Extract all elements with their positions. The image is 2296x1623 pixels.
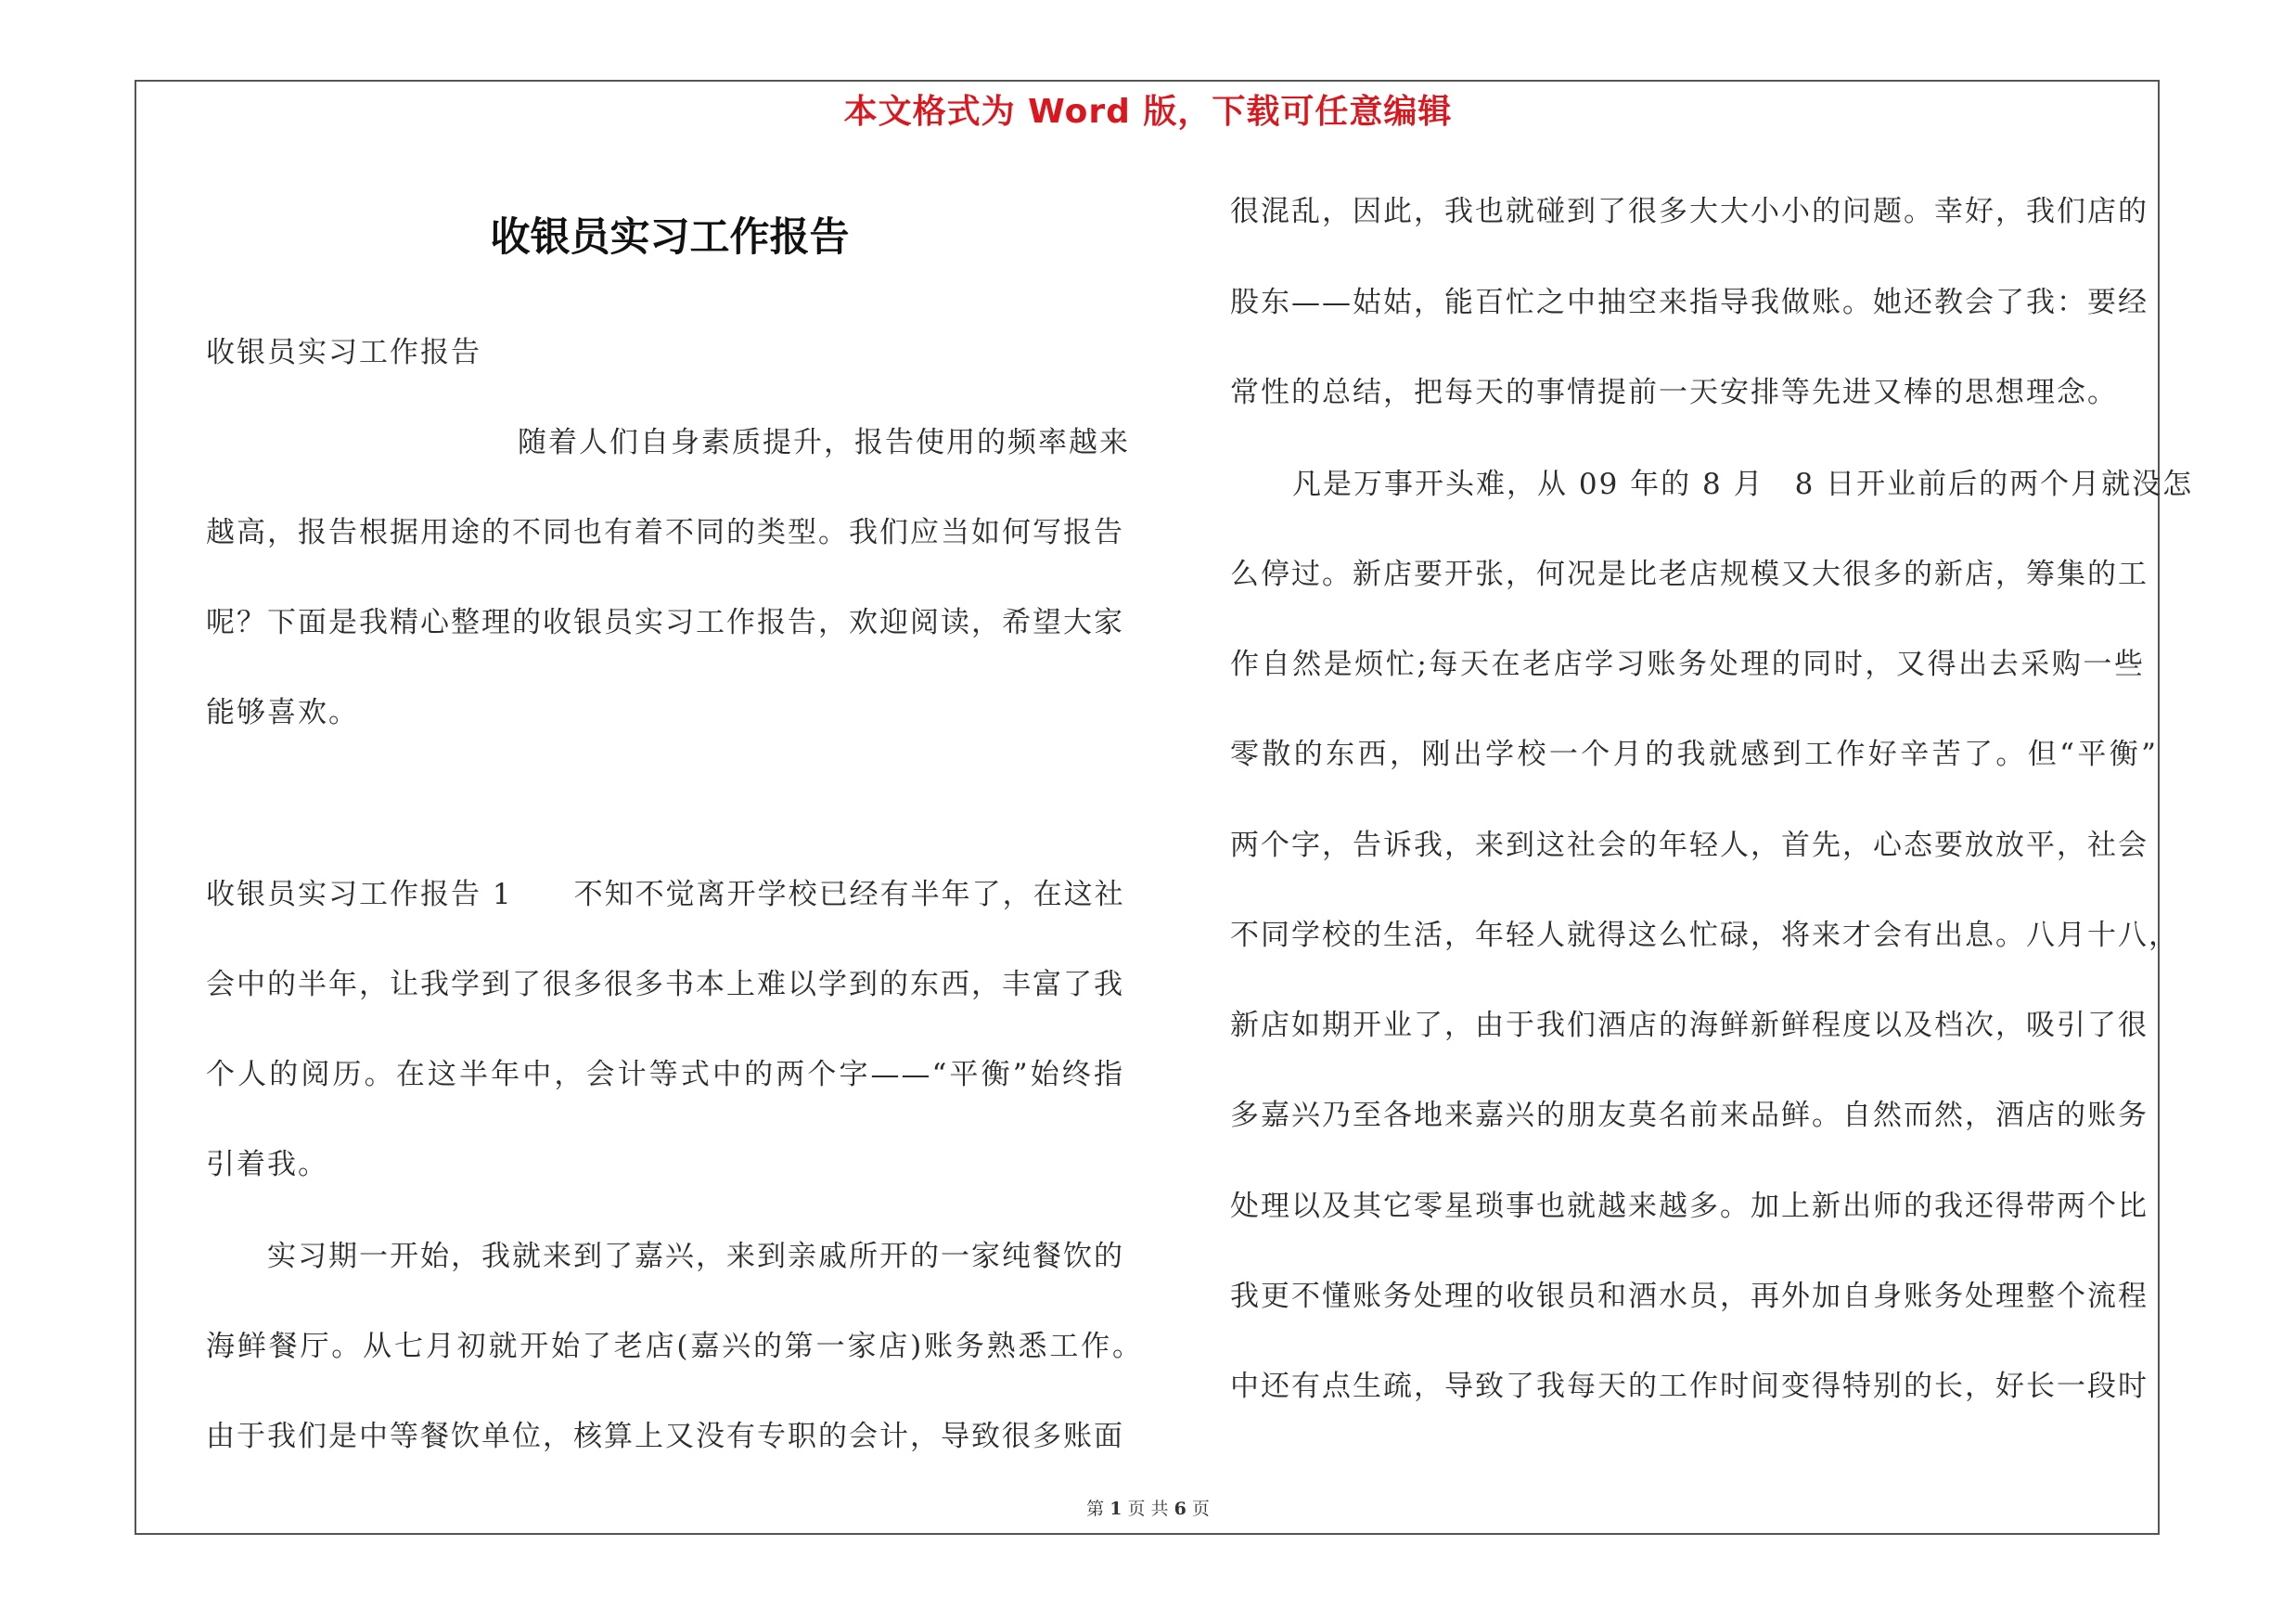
left-line-subtitle: 收银员实习工作报告 bbox=[206, 336, 481, 369]
left-line-intro-2: 越高，报告根据用途的不同也有着不同的类型。我们应当如何写报告 bbox=[206, 516, 1124, 549]
right-line-4: 凡是万事开头难，从 09 年的 8 月 8 日开业前后的两个月就没怎 bbox=[1292, 468, 2194, 501]
footer-page-number: 1 bbox=[1110, 1499, 1122, 1519]
right-line-2: 股东——姑姑，能百忙之中抽空来指导我做账。她还教会了我：要经 bbox=[1230, 286, 2148, 319]
document-title: 收银员实习工作报告 bbox=[490, 214, 850, 261]
right-line-14: 中还有点生疏，导致了我每天的工作时间变得特别的长，好长一段时 bbox=[1230, 1370, 2148, 1403]
right-line-1: 很混乱，因此，我也就碰到了很多大大小小的问题。幸好，我们店的 bbox=[1230, 195, 2148, 228]
left-line-intro-4: 能够喜欢。 bbox=[206, 696, 359, 729]
page-footer bbox=[0, 1495, 2296, 1520]
left-line-report1-4: 引着我。 bbox=[206, 1148, 328, 1181]
left-line-report1-2: 会中的半年，让我学到了很多很多书本上难以学到的东西，丰富了我 bbox=[206, 968, 1124, 1001]
left-line-para2-1: 实习期一开始，我就来到了嘉兴，来到亲戚所开的一家纯餐饮的 bbox=[267, 1240, 1124, 1273]
left-line-intro-3: 呢？下面是我精心整理的收银员实习工作报告，欢迎阅读，希望大家 bbox=[206, 606, 1124, 639]
right-line-12: 处理以及其它零星琐事也就越来越多。加上新出师的我还得带两个比 bbox=[1230, 1190, 2148, 1223]
right-line-10: 新店如期开业了，由于我们酒店的海鲜新鲜程度以及档次，吸引了很 bbox=[1230, 1009, 2148, 1042]
left-line-report1-1: 收银员实习工作报告 1 不知不觉离开学校已经有半年了，在这社 bbox=[206, 878, 1125, 911]
right-line-11: 多嘉兴乃至各地来嘉兴的朋友莫名前来品鲜。自然而然，酒店的账务 bbox=[1230, 1099, 2148, 1132]
footer-total-pages: 6 bbox=[1174, 1499, 1186, 1519]
right-line-5: 么停过。新店要开张，何况是比老店规模又大很多的新店，筹集的工 bbox=[1230, 558, 2148, 591]
footer-prefix: 第 bbox=[1086, 1499, 1105, 1519]
right-line-13: 我更不懂账务处理的收银员和酒水员，再外加自身账务处理整个流程 bbox=[1230, 1280, 2148, 1313]
footer-middle: 页 共 bbox=[1127, 1499, 1169, 1519]
right-line-7: 零散的东西，刚出学校一个月的我就感到工作好辛苦了。但“平衡” bbox=[1230, 738, 2158, 771]
right-line-6: 作自然是烦忙;每天在老店学习账务处理的同时，又得出去采购一些 bbox=[1230, 648, 2145, 681]
left-line-intro-1: 随着人们自身素质提升，报告使用的频率越来 bbox=[518, 426, 1130, 459]
right-line-8: 两个字，告诉我，来到这社会的年轻人，首先，心态要放放平，社会 bbox=[1230, 829, 2148, 862]
format-banner: 本文格式为 Word 版，下载可任意编辑 bbox=[843, 93, 1453, 131]
right-line-9: 不同学校的生活，年轻人就得这么忙碌，将来才会有出息。八月十八， bbox=[1230, 919, 2179, 952]
left-line-para2-2: 海鲜餐厅。从七月初就开始了老店(嘉兴的第一家店)账务熟悉工作。 bbox=[206, 1330, 1143, 1363]
left-line-para2-3: 由于我们是中等餐饮单位，核算上又没有专职的会计，导致很多账面 bbox=[206, 1420, 1124, 1453]
right-line-3: 常性的总结，把每天的事情提前一天安排等先进又棒的思想理念。 bbox=[1230, 376, 2118, 409]
left-line-report1-3: 个人的阅历。在这半年中，会计等式中的两个字——“平衡”始终指 bbox=[206, 1058, 1124, 1091]
footer-suffix: 页 bbox=[1191, 1499, 1210, 1519]
